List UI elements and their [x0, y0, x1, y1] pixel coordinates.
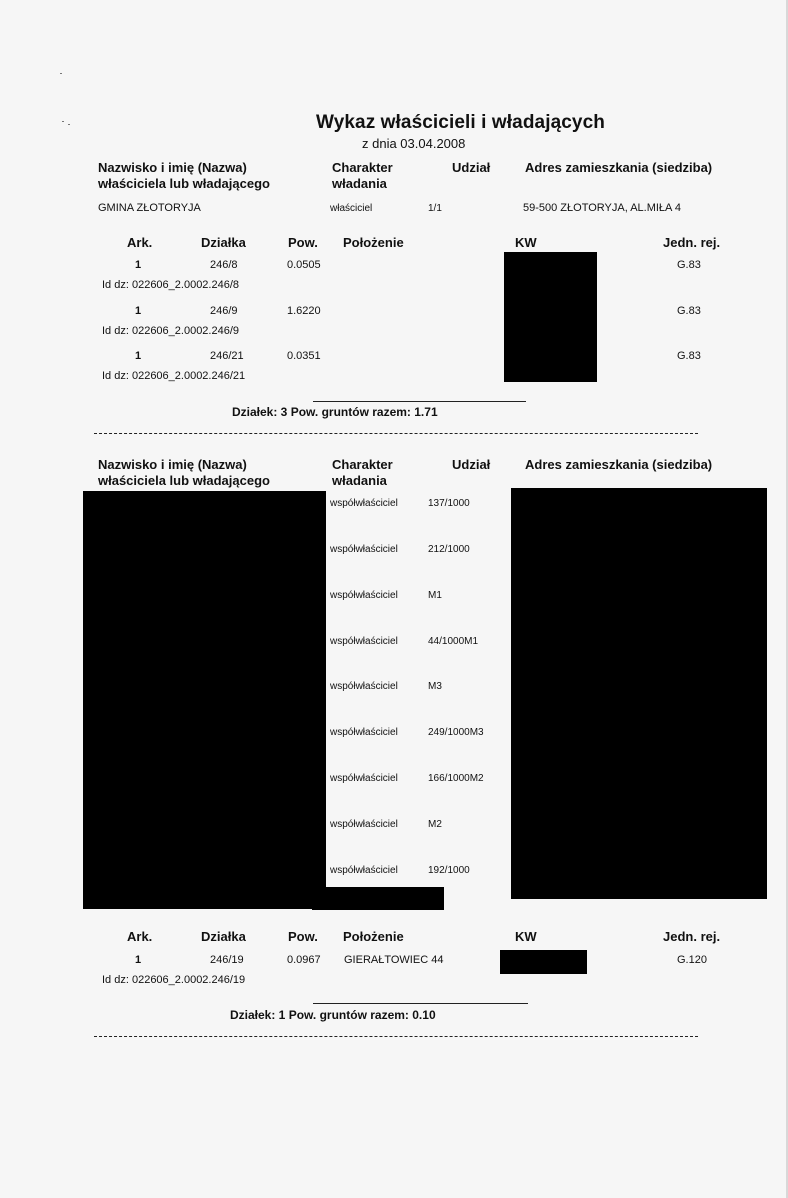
parcel-jedn: G.120	[677, 954, 707, 966]
parcel-dzialka: 246/19	[210, 954, 244, 966]
coowner-character: współwłaściciel	[330, 819, 398, 830]
section-separator	[94, 433, 698, 434]
owner-character: właściciel	[330, 203, 373, 214]
owner-name-header-line1: Nazwisko i imię (Nazwa)	[98, 457, 247, 472]
character-header-line1: Charakter	[332, 160, 393, 175]
owner-name-header-line2: właściciela lub władającego	[98, 176, 270, 191]
parcel-dzialka: 246/21	[210, 350, 244, 362]
owner-names-redaction-tail	[312, 887, 444, 910]
document-date: z dnia 03.04.2008	[362, 136, 466, 151]
summary-rule	[313, 401, 526, 402]
kw-redaction	[504, 252, 597, 382]
parcel-ark: 1	[135, 350, 142, 362]
coowner-character: współwłaściciel	[330, 727, 398, 738]
coowner-share: M3	[428, 681, 442, 692]
polozenie-header: Położenie	[343, 235, 404, 250]
parcel-id: Id dz: 022606_2.0002.246/19	[102, 974, 246, 986]
parcel-ark: 1	[135, 305, 142, 317]
owner-names-redaction	[83, 491, 326, 909]
coowner-character: współwłaściciel	[330, 773, 398, 784]
coowner-character: współwłaściciel	[330, 636, 398, 647]
character-header	[332, 160, 393, 192]
share-header: Udział	[452, 457, 491, 472]
character-header	[332, 457, 393, 489]
coowner-share: 137/1000	[428, 498, 470, 509]
coowner-character: współwłaściciel	[330, 498, 398, 509]
owner-name-header-line2: właściciela lub władającego	[98, 473, 270, 488]
character-header-line2: władania	[332, 176, 387, 191]
parcel-ark: 1	[135, 259, 142, 271]
coowner-character: współwłaściciel	[330, 865, 398, 876]
parcel-jedn: G.83	[677, 350, 701, 362]
parcel-id: Id dz: 022606_2.0002.246/9	[102, 325, 240, 337]
owner-name-header-line1: Nazwisko i imię (Nazwa)	[98, 160, 247, 175]
coowner-character: współwłaściciel	[330, 544, 398, 555]
jedn-header: Jedn. rej.	[663, 235, 721, 250]
parcel-polozenie: GIERAŁTOWIEC 44	[344, 954, 444, 966]
parcel-id: Id dz: 022606_2.0002.246/21	[102, 370, 246, 382]
parcel-jedn: G.83	[677, 305, 701, 317]
coowner-share: 249/1000M3	[428, 727, 484, 738]
owner-address: 59-500 ZŁOTORYJA, AL.MIŁA 4	[523, 202, 681, 214]
summary-rule	[313, 1003, 528, 1004]
dzialka-header: Działka	[201, 929, 246, 944]
owner-name-header	[98, 160, 270, 192]
scan-speck	[68, 124, 70, 125]
coowner-character: współwłaściciel	[330, 590, 398, 601]
coowner-character: współwłaściciel	[330, 681, 398, 692]
section-separator	[94, 1036, 698, 1037]
address-header: Adres zamieszkania (siedziba)	[525, 160, 713, 175]
parcel-dzialka: 246/9	[210, 305, 238, 317]
address-header: Adres zamieszkania (siedziba)	[525, 457, 713, 472]
ark-header: Ark.	[127, 929, 153, 944]
parcel-dzialka: 246/8	[210, 259, 238, 271]
coowner-share: 166/1000M2	[428, 773, 484, 784]
scan-speck	[62, 121, 64, 122]
kw-header: KW	[515, 235, 537, 250]
owner-name-header	[98, 457, 270, 489]
jedn-header: Jedn. rej.	[663, 929, 721, 944]
parcel-pow: 0.0967	[287, 954, 321, 966]
coowner-share: M2	[428, 819, 442, 830]
parcel-id: Id dz: 022606_2.0002.246/8	[102, 279, 240, 291]
coowner-share: 212/1000	[428, 544, 470, 555]
parcel-ark: 1	[135, 954, 142, 966]
owner-name: GMINA ZŁOTORYJA	[98, 202, 201, 214]
character-header-line1: Charakter	[332, 457, 393, 472]
section2-summary: Działek: 1 Pow. gruntów razem: 0.10	[230, 1008, 436, 1022]
section1-summary: Działek: 3 Pow. gruntów razem: 1.71	[232, 405, 438, 419]
coowner-share: 44/1000M1	[428, 636, 479, 647]
pow-header: Pow.	[288, 929, 318, 944]
coowner-share: M1	[428, 590, 442, 601]
pow-header: Pow.	[288, 235, 318, 250]
kw-header: KW	[515, 929, 537, 944]
owner-addresses-redaction	[511, 488, 767, 899]
share-header: Udział	[452, 160, 491, 175]
parcel-jedn: G.83	[677, 259, 701, 271]
parcel-pow: 0.0351	[287, 350, 321, 362]
dzialka-header: Działka	[201, 235, 246, 250]
parcel-pow: 0.0505	[287, 259, 321, 271]
scan-speck	[60, 73, 62, 74]
character-header-line2: władania	[332, 473, 387, 488]
coowner-share: 192/1000	[428, 865, 470, 876]
parcel-pow: 1.6220	[287, 305, 321, 317]
ark-header: Ark.	[127, 235, 153, 250]
kw-redaction	[500, 950, 587, 974]
document-title: Wykaz właścicieli i władających	[316, 112, 605, 133]
owner-share: 1/1	[428, 203, 442, 214]
polozenie-header: Położenie	[343, 929, 404, 944]
